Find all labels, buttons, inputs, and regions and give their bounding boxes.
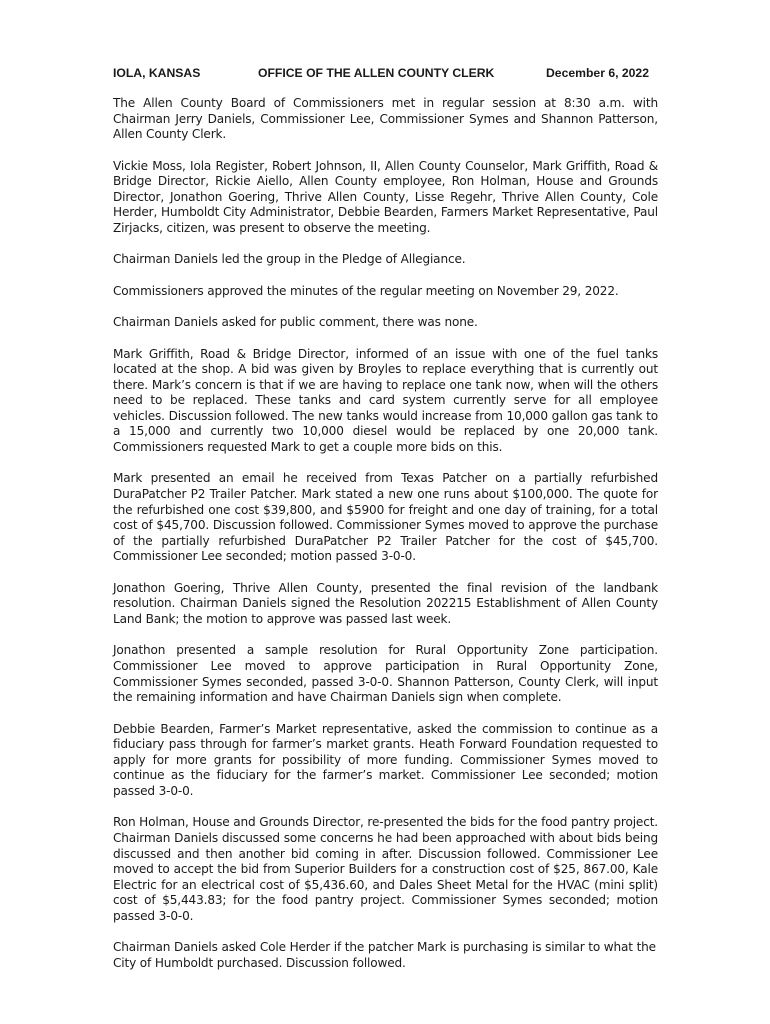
paragraph-attendees: Vickie Moss, Iola Register, Robert Johnson, II, Allen County Counselor, Mark Griffith, Road & Bridge Director, Rickie Aiello, Allen County employee, Ron Holman, House and Grounds Director, Jonathon Goering, Thrive Allen County, Lisse Regehr, Thrive Allen County, Cole Herder, Humboldt City Administrator, Debbie Bearden, Farmers Market Representative, Paul Zirjacks, citizen, was present to observe the meeting. [113, 158, 658, 235]
paragraph-public-comment: Chairman Daniels asked for public comment, there was none. [113, 315, 478, 330]
paragraph-minutes-approval: Commissioners approved the minutes of the regular meeting on November 29, 2022. [113, 283, 619, 298]
paragraph-fuel-tanks: Mark Griffith, Road & Bridge Director, informed of an issue with one of the fuel tanks located at the shop. A bid was given by Broyles to replace everything that is currently out there. Mark’s concern is that if we are having to replace one tank now, when will the others need to be replaced. These tanks and card system currently serve for all employee vehicles. Discussion followed. The new tanks would increase from 10,000 gallon gas tank to a 15,000 and currently two 10,000 diesel would be replaced by one 20,000 tank. Commissioners requested Mark to get a couple more bids on this. [113, 346, 658, 455]
paragraph-pledge: Chairman Daniels led the group in the Pledge of Allegiance. [113, 252, 466, 267]
header-office: OFFICE OF THE ALLEN COUNTY CLERK [258, 66, 495, 80]
paragraph-farmers-market: Debbie Bearden, Farmer’s Market representative, asked the commission to continue as a fiduciary pass through for farmer’s market grants. Heath Forward Foundation requested to apply for more grants for possibility of more funding. Commissioner Symes moved to continue as the fiduciary for the farmer’s market. Commissioner Lee seconded; motion passed 3-0-0. [113, 721, 658, 798]
paragraph-landbank: Jonathon Goering, Thrive Allen County, presented the final revision of the landbank resolution. Chairman Daniels signed the Resolution 202215 Establishment of Allen County Land Bank; the motion to approve was passed last week. [113, 580, 658, 627]
paragraph-humboldt-patcher: Chairman Daniels asked Cole Herder if the patcher Mark is purchasing is similar to what the City of Humboldt purchased. Discussion followed. [113, 940, 656, 970]
header-date: December 6, 2022 [546, 66, 649, 80]
paragraph-rural-opportunity-zone: Jonathon presented a sample resolution for Rural Opportunity Zone participation. Commissioner Lee moved to approve participation in Rural Opportunity Zone, Commissioner Symes seconded, passed 3-0-0. Shannon Patterson, County Clerk, will input the remaining information and have Chairman Daniels sign when complete. [113, 643, 658, 705]
document-body [113, 96, 658, 987]
document-header [113, 66, 658, 82]
paragraph-patcher-purchase: Mark presented an email he received from Texas Patcher on a partially refurbished DuraPatcher P2 Trailer Patcher. Mark stated a new one runs about $100,000. The quote for the refurbished one cost $39,800, and $5900 for freight and one day of training, for a total cost of $45,700. Discussion followed. Commissioner Symes moved to approve the purchase of the partially refurbished DuraPatcher P2 Trailer Patcher for the cost of $45,700. Commissioner Lee seconded; motion passed 3-0-0. [113, 471, 658, 564]
paragraph-food-pantry: Ron Holman, House and Grounds Director, re-presented the bids for the food pantry project. Chairman Daniels discussed some concerns he had been approached with about bids being discussed and then another bid coming in after. Discussion followed. Commissioner Lee moved to accept the bid from Superior Builders for a construction cost of $25, 867.00, Kale Electric for an electrical cost of $5,436.60, and Dales Sheet Metal for the HVAC (mini split) cost of $5,443.83; for the food pantry project. Commissioner Symes seconded; motion passed 3-0-0. [113, 815, 658, 923]
paragraph-session: The Allen County Board of Commissioners met in regular session at 8:30 a.m. with Chairman Jerry Daniels, Commissioner Lee, Commissioner Symes and Shannon Patterson, Allen County Clerk. [113, 96, 658, 142]
header-location: IOLA, KANSAS [113, 66, 201, 80]
